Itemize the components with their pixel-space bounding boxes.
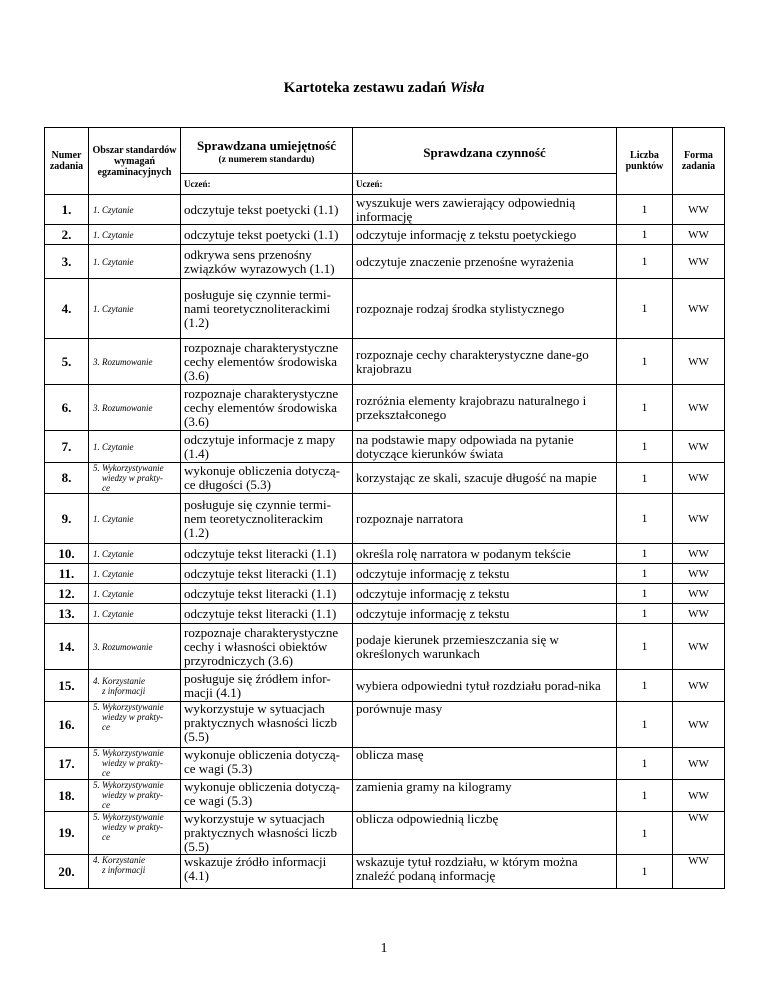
tested-skill: rozpoznaje charakterystyczne cechy elementów środowiska (3.6)	[181, 385, 353, 431]
tested-skill: wykonuje obliczenia dotyczą-ce wagi (5.3)	[181, 780, 353, 812]
points-value: 1	[617, 431, 673, 463]
header-skill-text: Sprawdzana umiejętność	[196, 137, 337, 153]
tested-skill: posługuje się źródłem infor-macji (4.1)	[181, 670, 353, 702]
points-value: 1	[617, 670, 673, 702]
header-skill	[181, 128, 353, 174]
tested-activity: wybiera odpowiedni tytuł rozdziału porad-nika	[353, 670, 617, 702]
table-row	[45, 279, 725, 339]
tested-activity: wyszukuje wers zawierający odpowiednią informację	[353, 195, 617, 225]
task-number: 12.	[45, 584, 89, 604]
tested-activity: rozpoznaje narratora	[353, 494, 617, 544]
task-form: WW	[673, 812, 725, 855]
standard-area	[89, 780, 181, 812]
standard-area-line: 1. Czytanie	[93, 588, 134, 599]
standard-area-line: 5. Wykorzystywanie	[93, 748, 164, 758]
standard-area-line: ce	[102, 483, 110, 493]
points-value: 1	[617, 584, 673, 604]
standard-area-line: ce	[102, 800, 110, 810]
standard-area	[89, 564, 181, 584]
points-value: 1	[617, 780, 673, 812]
tested-activity: oblicza odpowiednią liczbę	[353, 812, 617, 855]
task-number: 17.	[45, 748, 89, 780]
task-number: 7.	[45, 431, 89, 463]
tested-skill: odczytuje tekst literacki (1.1)	[181, 584, 353, 604]
task-form: WW	[673, 544, 725, 564]
points-value: 1	[617, 385, 673, 431]
task-form: WW	[673, 748, 725, 780]
activity-student-label: Uczeń:	[353, 174, 617, 195]
task-number: 11.	[45, 564, 89, 584]
task-number: 18.	[45, 780, 89, 812]
header-number: Numer zadania	[45, 128, 89, 195]
task-number: 9.	[45, 494, 89, 544]
table-row	[45, 702, 725, 748]
tested-skill: wykorzystuje w sytuacjach praktycznych własności liczb (5.5)	[181, 812, 353, 855]
standard-area	[89, 624, 181, 670]
standard-area-line: 4. Korzystanie	[93, 855, 146, 865]
standard-area-line: 5. Wykorzystywanie	[93, 463, 164, 473]
tested-activity: porównuje masy	[353, 702, 617, 748]
tested-skill: rozpoznaje charakterystyczne cechy i własności obiektów przyrodniczych (3.6)	[181, 624, 353, 670]
standard-area-line: wiedzy w prakty-	[102, 712, 163, 722]
task-form: WW	[673, 431, 725, 463]
task-form: WW	[673, 225, 725, 245]
task-number: 10.	[45, 544, 89, 564]
standard-area-line: wiedzy w prakty-	[102, 822, 163, 832]
task-number: 1.	[45, 195, 89, 225]
standard-area	[89, 385, 181, 431]
points-value: 1	[617, 812, 673, 855]
table-row	[45, 584, 725, 604]
tested-activity: na podstawie mapy odpowiada na pytanie dotyczące kierunków świata	[353, 431, 617, 463]
tested-skill: wykonuje obliczenia dotyczą-ce wagi (5.3)	[181, 748, 353, 780]
tested-skill: wykorzystuje w sytuacjach praktycznych własności liczb (5.5)	[181, 702, 353, 748]
standard-area-line: 1. Czytanie	[93, 568, 134, 579]
standard-area	[89, 245, 181, 279]
table-row	[45, 564, 725, 584]
tested-skill: posługuje się czynnie termi-nem teoretycznoliterackim (1.2)	[181, 494, 353, 544]
standard-area-line: 1. Czytanie	[93, 441, 134, 452]
task-form: WW	[673, 780, 725, 812]
standard-area-line: 1. Czytanie	[93, 608, 134, 619]
task-form: WW	[673, 564, 725, 584]
table-body	[45, 195, 725, 889]
task-form: WW	[673, 463, 725, 494]
task-form: WW	[673, 584, 725, 604]
standard-area-line: wiedzy w prakty-	[102, 473, 163, 483]
table-row	[45, 225, 725, 245]
standard-area-line: 4. Korzystanie	[93, 675, 146, 686]
standard-area-line: 1. Czytanie	[93, 204, 134, 215]
standard-area-line: wiedzy w prakty-	[102, 758, 163, 768]
table-row	[45, 494, 725, 544]
tested-activity: określa rolę narratora w podanym tekście	[353, 544, 617, 564]
tested-activity: korzystając ze skali, szacuje długość na mapie	[353, 463, 617, 494]
header-points: Liczba punktów	[617, 128, 673, 195]
task-form: WW	[673, 624, 725, 670]
tested-activity: odczytuje znaczenie przenośne wyrażenia	[353, 245, 617, 279]
task-number: 2.	[45, 225, 89, 245]
task-form: WW	[673, 855, 725, 889]
task-form: WW	[673, 339, 725, 385]
standard-area	[89, 544, 181, 564]
tested-activity: odczytuje informację z tekstu	[353, 564, 617, 584]
standard-area	[89, 195, 181, 225]
table-row	[45, 780, 725, 812]
standard-area	[89, 494, 181, 544]
tested-activity: zamienia gramy na kilogramy	[353, 780, 617, 812]
standard-area-line: 5. Wykorzystywanie	[93, 780, 164, 790]
task-number: 20.	[45, 855, 89, 889]
standard-area	[89, 279, 181, 339]
points-value: 1	[617, 544, 673, 564]
standard-area	[89, 812, 181, 855]
points-value: 1	[617, 564, 673, 584]
page-number: 1	[380, 941, 388, 956]
standard-area-line: 3. Rozumowanie	[93, 641, 153, 652]
table-row	[45, 339, 725, 385]
task-form: WW	[673, 245, 725, 279]
tested-skill: odczytuje tekst poetycki (1.1)	[181, 225, 353, 245]
tested-skill: odczytuje tekst literacki (1.1)	[181, 544, 353, 564]
table-row	[45, 670, 725, 702]
standard-area-line: ce	[102, 768, 110, 778]
tested-skill: posługuje się czynnie termi-nami teoretycznoliterackimi (1.2)	[181, 279, 353, 339]
standard-area	[89, 604, 181, 624]
tested-skill: wykonuje obliczenia dotyczą-ce długości (5.3)	[181, 463, 353, 494]
tested-activity: podaje kierunek przemieszczania się w określonych warunkach	[353, 624, 617, 670]
table-row	[45, 195, 725, 225]
tested-activity: rozpoznaje rodzaj środka stylistycznego	[353, 279, 617, 339]
points-value: 1	[617, 279, 673, 339]
points-value: 1	[617, 463, 673, 494]
tested-activity: rozróżnia elementy krajobrazu naturalnego i przekształconego	[353, 385, 617, 431]
table-row	[45, 812, 725, 855]
points-value: 1	[617, 855, 673, 889]
points-value: 1	[617, 748, 673, 780]
table-row	[45, 463, 725, 494]
standard-area-line: ce	[102, 722, 110, 732]
task-number: 14.	[45, 624, 89, 670]
tested-skill: odczytuje informacje z mapy (1.4)	[181, 431, 353, 463]
standard-area-line: 5. Wykorzystywanie	[93, 702, 164, 712]
task-number: 13.	[45, 604, 89, 624]
tested-skill: odczytuje tekst literacki (1.1)	[181, 604, 353, 624]
task-form: WW	[673, 385, 725, 431]
task-number: 6.	[45, 385, 89, 431]
header-area: Obszar standardów wymagań egzaminacyjnych	[89, 128, 181, 195]
standard-area	[89, 855, 181, 889]
task-number: 4.	[45, 279, 89, 339]
standard-area-line: 1. Czytanie	[93, 513, 134, 524]
points-value: 1	[617, 339, 673, 385]
points-value: 1	[617, 604, 673, 624]
standard-area-line: 3. Rozumowanie	[93, 402, 153, 413]
tested-skill: wskazuje źródło informacji (4.1)	[181, 855, 353, 889]
standard-area	[89, 339, 181, 385]
title-italic: Wisła	[449, 80, 485, 96]
standard-area-line: 5. Wykorzystywanie	[93, 812, 164, 822]
tested-skill: odczytuje tekst poetycki (1.1)	[181, 195, 353, 225]
tested-activity: odczytuje informację z tekstu	[353, 584, 617, 604]
table-row	[45, 855, 725, 889]
tested-activity: wskazuje tytuł rozdziału, w którym można znaleźć podaną informację	[353, 855, 617, 889]
task-form: WW	[673, 279, 725, 339]
task-form: WW	[673, 494, 725, 544]
table-row	[45, 624, 725, 670]
tested-activity: rozpoznaje cechy charakterystyczne dane-go krajobrazu	[353, 339, 617, 385]
standard-area	[89, 584, 181, 604]
header-skill-note: (z numerem standardu)	[218, 154, 315, 165]
standard-area-line: z informacji	[102, 865, 146, 875]
task-number: 5.	[45, 339, 89, 385]
table-row	[45, 385, 725, 431]
standard-area	[89, 463, 181, 494]
standard-area-line: z informacji	[102, 685, 146, 696]
table-row	[45, 245, 725, 279]
points-value: 1	[617, 494, 673, 544]
standard-area-line: 3. Rozumowanie	[93, 356, 153, 367]
points-value: 1	[617, 624, 673, 670]
standard-area	[89, 670, 181, 702]
standard-area-line: 1. Czytanie	[93, 548, 134, 559]
task-form: WW	[673, 195, 725, 225]
points-value: 1	[617, 245, 673, 279]
points-value: 1	[617, 195, 673, 225]
skill-student-label: Uczeń:	[181, 174, 353, 195]
standard-area-line: wiedzy w prakty-	[102, 790, 163, 800]
points-value: 1	[617, 702, 673, 748]
task-form: WW	[673, 670, 725, 702]
standard-area	[89, 702, 181, 748]
tested-activity: odczytuje informację z tekstu	[353, 604, 617, 624]
tested-skill: odkrywa sens przenośny związków wyrazowych (1.1)	[181, 245, 353, 279]
standard-area-line: 1. Czytanie	[93, 303, 134, 314]
table-row	[45, 431, 725, 463]
standard-area-line: 1. Czytanie	[93, 256, 134, 267]
standard-area-line: ce	[102, 832, 110, 842]
task-number: 8.	[45, 463, 89, 494]
table-row	[45, 604, 725, 624]
page-title	[0, 80, 768, 97]
table-row	[45, 748, 725, 780]
task-table	[44, 127, 725, 889]
table-row	[45, 544, 725, 564]
task-number: 19.	[45, 812, 89, 855]
task-form: WW	[673, 604, 725, 624]
points-value: 1	[617, 225, 673, 245]
header-activity: Sprawdzana czynność	[353, 128, 617, 174]
standard-area-line: 1. Czytanie	[93, 229, 134, 240]
standard-area	[89, 225, 181, 245]
task-number: 15.	[45, 670, 89, 702]
tested-activity: odczytuje informację z tekstu poetyckiego	[353, 225, 617, 245]
header-form: Forma zadania	[673, 128, 725, 195]
title-text: Kartoteka zestawu zadań	[283, 80, 450, 96]
task-form: WW	[673, 702, 725, 748]
standard-area	[89, 431, 181, 463]
tested-activity: oblicza masę	[353, 748, 617, 780]
task-number: 3.	[45, 245, 89, 279]
tested-skill: rozpoznaje charakterystyczne cechy elementów środowiska (3.6)	[181, 339, 353, 385]
task-number: 16.	[45, 702, 89, 748]
standard-area	[89, 748, 181, 780]
tested-skill: odczytuje tekst literacki (1.1)	[181, 564, 353, 584]
